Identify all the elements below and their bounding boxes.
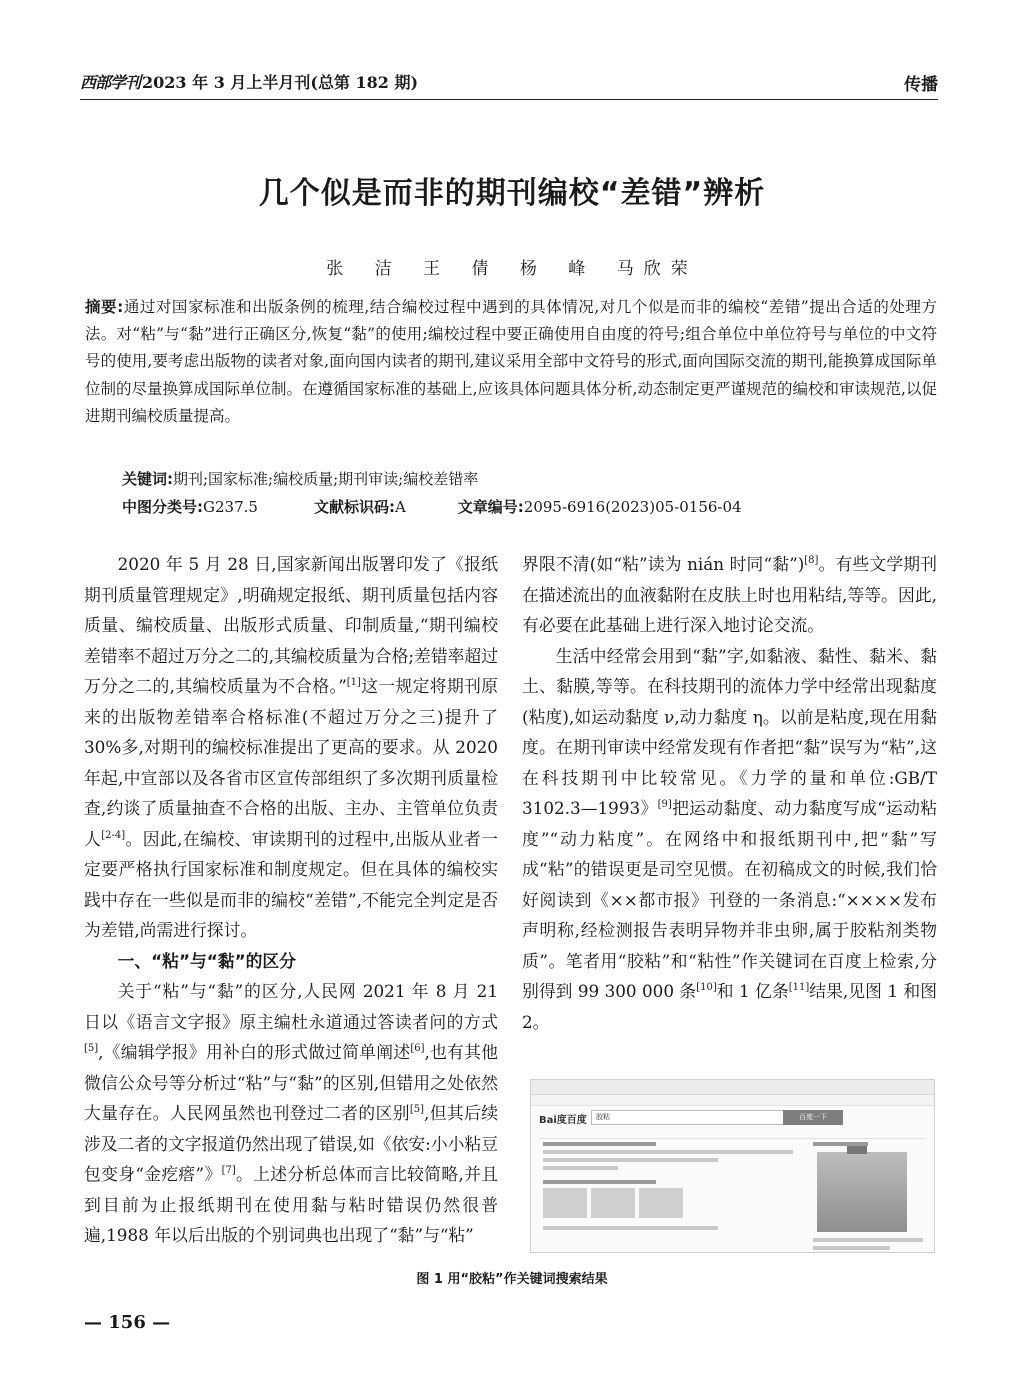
search-engine-logo: Bai度百度 (539, 1115, 587, 1126)
citation: [2-4] (101, 829, 126, 841)
citation: [11] (788, 982, 810, 993)
clc-label: 中图分类号: (122, 498, 203, 516)
figure-result-tabs (539, 1128, 926, 1139)
figure-result-list (543, 1142, 793, 1234)
section-heading: 一、“粘”与“黏”的区分 (117, 950, 296, 971)
article-title: 几个似是而非的期刊编校“差错”辨析 (258, 176, 766, 211)
running-header (80, 68, 938, 98)
body-paragraph: 2020 年 5 月 28 日,国家新闻出版署印发了《报纸期刊质量管理规定》,明确规定报纸、期刊质量包括内容质量、编校质量、出版形式质量、印制质量,“期刊编校差错率不超过万分之二的,其编校质量为合格;差错率超过万分之二的,其编校质量为不合格。”[1]这一规定将期刊原来的出版物差错率合格标准(不超过万分之三)提升了 30%多,对期刊的编校标准提出了更高的要求。从 2020 年起,中宣部以及各省市区宣传部组织了多次期刊质量检查,约谈了质量抽查不合格的出版、主办、主管单位负责人[2-4]。因此,在编校、审读期刊的过程中,出版从业者一定要严格执行国家标准和制度规定。但在具体的编校实践中存在一些似是而非的编校“差错”,不能完全判定是否为差错,尚需进行探讨。 (84, 554, 498, 940)
citation: [7] (221, 1165, 236, 1176)
citation: [5] (84, 1043, 99, 1054)
citation: [6] (410, 1043, 425, 1054)
citation: [8] (804, 555, 819, 566)
product-photo (817, 1152, 907, 1232)
issue-label: 2023 年 3 月上半月刊(总第 182 期) (142, 73, 419, 92)
keywords-label: 关键词: (122, 470, 173, 488)
figure-search-input: 胶粘 (591, 1110, 787, 1125)
section-label: 传播 (904, 75, 938, 95)
figure-product-panel (813, 1142, 923, 1253)
figure-screenshot (530, 1079, 935, 1253)
article-no-label: 文章编号: (457, 498, 524, 516)
keywords-text: 期刊;国家标准;编校质量;期刊审读;编校差错率 (173, 470, 479, 488)
classification-line (122, 496, 937, 517)
abstract (85, 294, 937, 430)
doc-code-value: A (394, 498, 406, 516)
body-paragraph: 生活中经常会用到“黏”字,如黏液、黏性、黏米、黏土、黏膜,等等。在科技期刊的流体力学中经常出现黏度(粘度),如运动黏度 ν,动力黏度 η。以前是粘度,现在用黏度。在期刊审读中经常发现有作者把“黏”误写为“粘”,这在科技期刊中比较常见。《力学的量和单位:GB/T 3102.3—1993》[9]把运动黏度、动力黏度写成“运动粘度”“动力粘度”。在网络中和报纸期刊中,把“黏”写成“粘”的错误更是司空见惯。在初稿成文的时候,我们恰好阅读到《××都市报》刊登的一条消息:“××××发布声明称,经检测报告表明异物并非虫卵,属于胶粘剂类物质”。笔者用“胶粘”和“粘性”作关键词在百度上检索,分别得到 99 300 000 条[10]和 1 亿条[11]结果,见图 1 和图 2。 (522, 645, 937, 1032)
abstract-label: 摘要: (85, 298, 124, 316)
body-paragraph: 界限不清(如“粘”读为 nián 时同“黏”)[8]。有些文学期刊在描述流出的血液黏附在皮肤上时也用粘结,等等。因此,有必要在此基础上进行深入地讨论交流。 (522, 554, 937, 635)
doc-code-label: 文献标识码: (313, 498, 395, 516)
citation: [1] (346, 677, 361, 688)
figure-url-bar (531, 1080, 934, 1095)
figure-search-header (531, 1106, 934, 1128)
figure-bookmarks-bar (531, 1095, 934, 1106)
citation: [5] (409, 1104, 425, 1115)
body-paragraph: 关于“粘”与“黏”的区分,人民网 2021 年 8 月 21 日以《语言文字报》原主编杜永道通过答读者问的方式[5],《编辑学报》用补白的形式做过简单阐述[6],也有其他微信公众号等分析过“粘”与“黏”的区别,但错用之处依然大量存在。人民网虽然也刊登过二者的区别[5],但其后续涉及二者的文字报道仍然出现了错误,如《依安:小小粘豆包变身“金疙瘩”》[7]。上述分析总体而言比较简略,并且到目前为止报纸期刊在使用黏与粘时错误仍然很普遍,1988 年以后出版的个别词典也出现了“黏”与“粘” (84, 981, 498, 1245)
page-number: — 156 — (84, 1312, 171, 1333)
article-no-value: 2095-6916(2023)05-0156-04 (523, 498, 742, 516)
left-column (84, 549, 498, 1251)
figure-search-button: 百度一下 (783, 1110, 843, 1125)
journal-logo: 西部学刊 (80, 73, 141, 92)
clc-value: G237.5 (203, 498, 258, 516)
keywords (122, 468, 937, 489)
figure-caption: 图 1 用“胶粘”作关键词搜索结果 (416, 1272, 608, 1287)
header-divider (80, 99, 938, 100)
journal-issue (80, 70, 418, 93)
abstract-text: 通过对国家标准和出版条例的梳理,结合编校过程中遇到的具体情况,对几个似是而非的编校“差错”提出合适的处理方法。对“粘”与“黏”进行正确区分,恢复“黏”的使用;编校过程中要正确使用自由度的符号;组合单位中单位符号与单位的中文符号的使用,要考虑出版物的读者对象,面向国内读者的期刊,建议采用全部中文符号的形式,面向国际交流的期刊,能换算成国际单位制的尽量换算成国际单位制。在遵循国家标准的基础上,应该具体问题具体分析,动态制定更严谨规范的编校和审读规范,以促进期刊编校质量提高。 (85, 298, 937, 425)
right-column (522, 549, 937, 1037)
author-list: 张 洁 王 倩 杨 峰 马欣荣 (326, 259, 698, 279)
citation: [10] (696, 982, 717, 993)
citation: [9] (657, 799, 672, 810)
